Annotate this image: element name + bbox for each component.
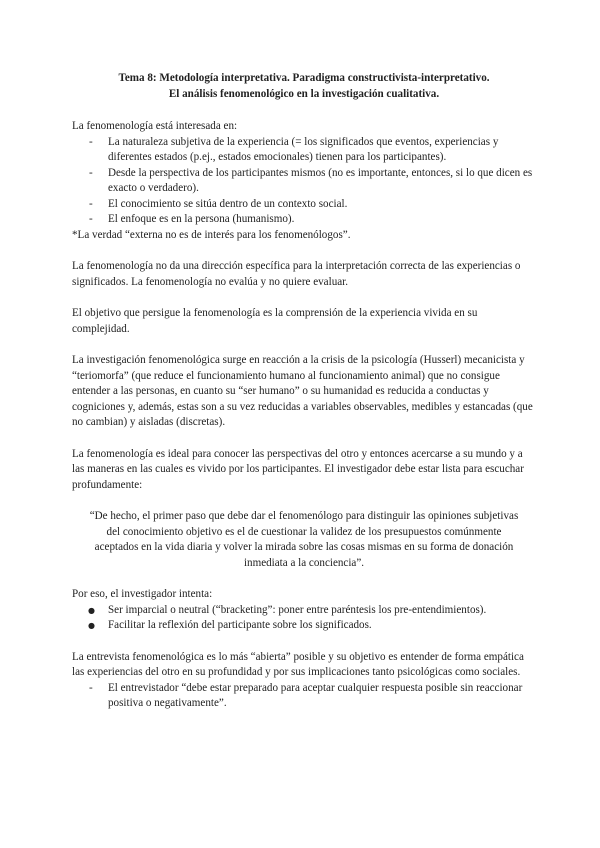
page-title: [72, 70, 536, 102]
quote-block: “De hecho, el primer paso que debe dar el fenomenólogo para distinguir las opiniones subjetivas del conocimiento objetivo es el de cuestionar la validez de los presupuestos comúnmente aceptados en la vida diaria y volver la mirada sobre las cosas mismas en su forma de donación inmediata a la conciencia”.: [89, 510, 519, 569]
paragraph-origin: La investigación fenomenológica surge en reacción a la crisis de la psicología (Husserl) mecanicista y “teriomorfa” (que reduce el funcionamiento humano al funcionamiento animal) que no consigue entender a las personas, en cuanto su “ser humano” o su humanidad es reducida a conductas y cogniciones y, además, estas son a su vez reducidas a variables observables, medibles y estancadas (que no cambian) y aisladas (discretas).: [72, 354, 533, 428]
attempt-list: [72, 603, 536, 634]
list-item: - El conocimiento se sitúa dentro de un contexto social.: [72, 197, 536, 213]
interview-list: [72, 681, 536, 712]
title-line-2: El análisis fenomenológico en la investigación cualitativa.: [168, 88, 440, 100]
interest-list: [72, 135, 536, 228]
intro-paragraph: La fenomenología está interesada en:: [72, 120, 238, 132]
truth-note: *La verdad “externa no es de interés para los fenomenólogos”.: [72, 228, 351, 241]
list-item: - El enfoque es en la persona (humanismo).: [72, 212, 536, 228]
paragraph-interview: La entrevista fenomenológica es lo más “abierta” posible y su objetivo es entender de forma empática las experiencias del otro en su profundidad y por sus implicaciones tanto psicológicas como sociales.: [72, 650, 524, 678]
list-item: - La naturaleza subjetiva de la experiencia (= los significados que eventos, experiencias y diferentes estados (p.ej., estados emocionales) tienen para los participantes).: [72, 135, 536, 166]
list-item: - Desde la perspectiva de los participantes mismos (no es importante, entonces, si lo que dicen es exacto o verdadero).: [72, 166, 536, 197]
list-item: ● Ser imparcial o neutral (“bracketing”: poner entre paréntesis los pre-entendimientos).: [72, 603, 536, 619]
page-content: [72, 70, 536, 712]
title-line-1: Tema 8: Metodología interpretativa. Paradigma constructivista-interpretativo.: [118, 72, 490, 84]
paragraph-researcher-attempts: Por eso, el investigador intenta:: [72, 588, 213, 600]
list-item: - El entrevistador “debe estar preparado para aceptar cualquier respuesta posible sin reaccionar positiva o negativamente”.: [72, 681, 536, 712]
paragraph-direction: La fenomenología no da una dirección específica para la interpretación correcta de las experiencias o significados. La fenomenología no evalúa y no quiere evaluar.: [72, 260, 521, 288]
list-item: ● Facilitar la reflexión del participante sobre los significados.: [72, 618, 536, 634]
paragraph-perspectives: La fenomenología es ideal para conocer las perspectivas del otro y entonces acercarse a su mundo y a las maneras en las cuales es vivido por los participantes. El investigador debe estar lista para escuchar profundamente:: [72, 447, 524, 491]
paragraph-objective: El objetivo que persigue la fenomenología es la comprensión de la experiencia vivida en su complejidad.: [72, 307, 478, 335]
